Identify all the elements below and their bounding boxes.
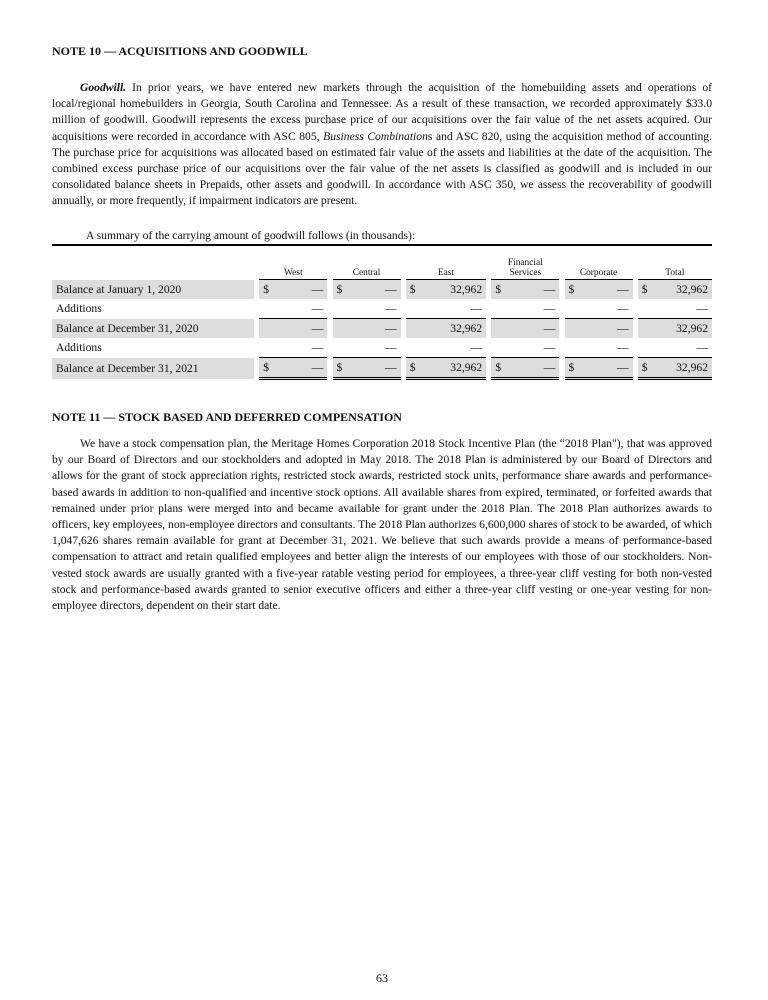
- goodwill-table: [52, 244, 712, 380]
- cell-value: —: [347, 280, 401, 300]
- cell-value: 32,962: [420, 319, 486, 339]
- currency-symbol: [406, 319, 420, 339]
- cell-value: —: [274, 338, 328, 358]
- cell-value: —: [579, 358, 633, 379]
- row-label: Balance at December 31, 2021: [52, 358, 254, 379]
- cell-value: —: [579, 338, 633, 358]
- currency-symbol: $: [333, 358, 347, 379]
- cell-value: —: [506, 358, 560, 379]
- header-total: Total: [638, 245, 712, 280]
- cell-value: —: [652, 299, 712, 319]
- cell-value: —: [506, 319, 560, 339]
- table-header-row: [52, 245, 712, 280]
- cell-value: 32,962: [652, 280, 712, 300]
- cell-value: —: [274, 280, 328, 300]
- currency-symbol: [333, 338, 347, 358]
- cell-value: —: [274, 299, 328, 319]
- currency-symbol: $: [565, 280, 579, 300]
- cell-value: —: [347, 299, 401, 319]
- cell-value: 32,962: [420, 358, 486, 379]
- currency-symbol: [491, 338, 505, 358]
- currency-symbol: [259, 299, 273, 319]
- header-financial-services: Financial Services: [491, 245, 559, 280]
- cell-value: —: [506, 299, 560, 319]
- cell-value: —: [652, 338, 712, 358]
- currency-symbol: $: [638, 358, 652, 379]
- currency-symbol: [259, 338, 273, 358]
- currency-symbol: $: [333, 280, 347, 300]
- currency-symbol: [333, 319, 347, 339]
- currency-symbol: [638, 299, 652, 319]
- table-row: [52, 280, 712, 300]
- page-number: 63: [376, 971, 388, 985]
- currency-symbol: $: [565, 358, 579, 379]
- row-label: Balance at January 1, 2020: [52, 280, 254, 300]
- goodwill-label: Goodwill.: [80, 81, 127, 94]
- cell-value: —: [274, 358, 328, 379]
- currency-symbol: $: [638, 280, 652, 300]
- currency-symbol: $: [259, 280, 273, 300]
- cell-value: —: [420, 299, 486, 319]
- currency-symbol: [406, 299, 420, 319]
- cell-value: —: [506, 338, 560, 358]
- cell-value: 32,962: [420, 280, 486, 300]
- currency-symbol: [638, 338, 652, 358]
- currency-symbol: $: [406, 358, 420, 379]
- cell-value: 32,962: [652, 358, 712, 379]
- row-label: Additions: [56, 341, 102, 355]
- cell-value: —: [347, 358, 401, 379]
- note10-heading: NOTE 10 — ACQUISITIONS AND GOODWILL: [52, 44, 308, 58]
- currency-symbol: [491, 299, 505, 319]
- table-row: [52, 319, 712, 339]
- currency-symbol: [406, 338, 420, 358]
- currency-symbol: [259, 319, 273, 339]
- currency-symbol: [333, 299, 347, 319]
- table-intro: A summary of the carrying amount of goodwill follows (in thousands):: [86, 229, 416, 242]
- cell-value: —: [347, 319, 401, 339]
- currency-symbol: [638, 319, 652, 339]
- note11-heading: NOTE 11 — STOCK BASED AND DEFERRED COMPENSATION: [52, 410, 402, 424]
- cell-value: —: [347, 338, 401, 358]
- table-row: [52, 299, 712, 319]
- row-label: Balance at December 31, 2020: [52, 319, 254, 339]
- stock-compensation-paragraph: [52, 436, 712, 614]
- cell-value: —: [274, 319, 328, 339]
- goodwill-text-a: In prior years, we have entered new markets through the acquisition of the homebuilding assets and operations of local/regional homebuilders in Georgia, South Carolina and Tennessee. As a result of these transaction, we recorded approximately $33.0 million of goodwill. Goodwill represents the excess purchase price of our acquisitions over the fair value of the net assets acquired. Our acquisitions were recorded in accordance with ASC 805,: [52, 81, 712, 143]
- table-row: [52, 358, 712, 379]
- header-east: East: [406, 245, 486, 280]
- currency-symbol: [491, 319, 505, 339]
- goodwill-paragraph: [52, 80, 712, 210]
- row-label: Additions: [56, 302, 102, 316]
- goodwill-text-b: s and ASC 820, using the acquisition method of accounting. The purchase price for acquisitions was allocated based on estimated fair value of the assets and liabilities at the date of the acquisition. The combined excess purchase price of our acquisitions over the fair value of the net assets is classified as goodwill and is included in our consolidated balance sheets in Prepaids, other assets and goodwill. In accordance with ASC 350, we assess the recoverability of goodwill annually, or more frequently, if impairment indicators are present.: [52, 129, 713, 208]
- cell-value: 32,962: [652, 319, 712, 339]
- currency-symbol: [565, 319, 579, 339]
- currency-symbol: [565, 338, 579, 358]
- goodwill-text-italic: Business Combination: [323, 129, 428, 143]
- cell-value: —: [579, 319, 633, 339]
- table-row: [52, 338, 712, 358]
- currency-symbol: $: [491, 280, 505, 300]
- currency-symbol: $: [406, 280, 420, 300]
- header-west: West: [259, 245, 327, 280]
- header-corporate: Corporate: [565, 245, 633, 280]
- stock-compensation-text: We have a stock compensation plan, the Meritage Homes Corporation 2018 Stock Incentive Plan (the “2018 Plan"), that was approved by our Board of Directors and our stockholders and adopted in May 2018. The 2018 Plan is administered by our Board of Directors and allows for the grant of stock appreciation rights, restricted stock awards, restricted stock units, performance share awards and performance-based awards in addition to non-qualified and incentive stock options. All available shares from expired, terminated, or forfeited awards that remained under prior plans were merged into and became available for grant under the 2018 Plan. The 2018 Plan authorizes awards to officers, key employees, non-employee directors and consultants. The 2018 Plan authorizes 6,600,000 shares of stock to be awarded, of which 1,047,626 shares remain available for grant at December 31, 2021. We believe that such awards provide a means of performance-based compensation to attract and retain qualified employees and better align the interests of our employees with those of our stockholders. Non-vested stock awards are usually granted with a five-year ratable vesting period for employees, a three-year cliff vesting for both non-vested stock and performance-based awards granted to senior executive officers and either a three-year cliff vesting or one-year vesting for non-employee directors, dependent on their start date.: [52, 437, 712, 613]
- cell-value: —: [579, 280, 633, 300]
- cell-value: —: [506, 280, 560, 300]
- header-central: Central: [333, 245, 401, 280]
- currency-symbol: $: [259, 358, 273, 379]
- currency-symbol: $: [491, 358, 505, 379]
- cell-value: —: [579, 299, 633, 319]
- currency-symbol: [565, 299, 579, 319]
- cell-value: —: [420, 338, 486, 358]
